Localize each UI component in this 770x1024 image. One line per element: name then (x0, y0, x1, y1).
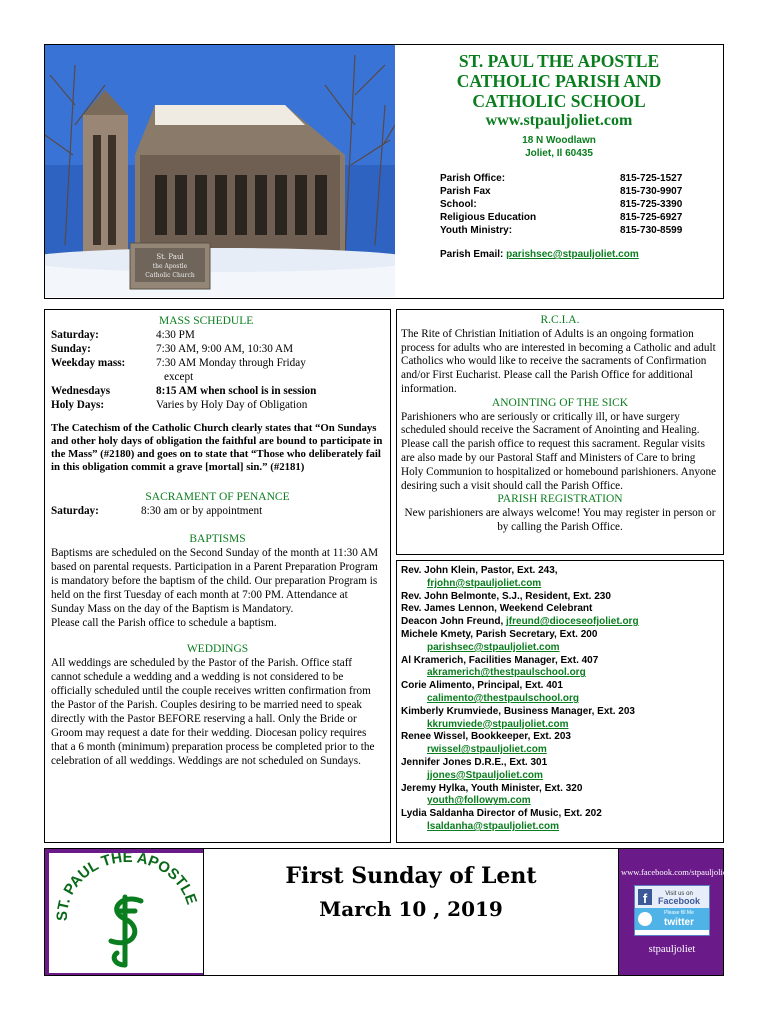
rcia-title: R.C.I.A. (540, 314, 580, 326)
staff-entry: Kimberly Krumviede, Business Manager, Ext. 203 kkrumviede@stpauljoliet.com (401, 706, 719, 732)
phone-row: Religious Education 815-725-6927 (440, 212, 683, 223)
staff-email-link[interactable]: rwissel@stpauljoliet.com (427, 744, 547, 756)
facebook-badge[interactable] (634, 885, 710, 936)
weddings-text: All weddings are scheduled by the Pastor of the Parish. Office staff cannot schedule a wedding and a wedding is not considered to be officially scheduled until the couple receives written confirmation from the Pastor of the Parish. Couples desiring to be married need to speak directly with the Pastor BEFORE reserving a hall. Only the Bride or Groom may request a date for their wedding. Diocesan policy requires that a 6 month (minimum) preparation process be completed prior to the celebration of all weddings. Weddings are not scheduled on Sundays. (51, 657, 375, 767)
staff-email-link[interactable]: youth@followym.com (427, 795, 531, 807)
baptisms-text-2: Please call the Parish office to schedule a baptism. (51, 617, 277, 629)
mass-row: Wednesdays 8:15 AM when school is in session (51, 385, 317, 397)
staff-email-link[interactable]: lsaldanha@stpauljoliet.com (427, 820, 560, 832)
facebook-url[interactable]: www.facebook.com/stpauljoliet (621, 867, 730, 877)
title-line-2: CATHOLIC PARISH AND (456, 71, 662, 91)
svg-text:Visit us on: Visit us on (665, 891, 693, 897)
penance-row: Saturday: 8:30 am or by appointment (51, 505, 263, 517)
staff-entry: Michele Kmety, Parish Secretary, Ext. 200 parishsec@stpauljoliet.com (401, 629, 719, 655)
staff-entry: Rev. John Belmonte, S.J., Resident, Ext. 230 (401, 590, 611, 602)
mass-row: Holy Days: Varies by Holy Day of Obligation (51, 399, 308, 411)
church-photo (45, 45, 395, 297)
registration-text: New parishioners are always welcome! You may register in person or by calling the Parish Office. (404, 507, 716, 533)
staff-email-link[interactable]: frjohn@stpauljoliet.com (427, 577, 542, 589)
baptisms-text: Baptisms are scheduled on the Second Sunday of the month at 11:30 AM based on parental requests. Participation in a Parent Preparation Program is mandatory before the baptism of the child. Our preparation Program is held on the first Tuesday of each month at 7:00 PM. Attendance at Sunday Mass on the day of the Baptism is Mandatory. (51, 547, 379, 615)
right-column-box (396, 309, 724, 555)
title-line-3: CATHOLIC SCHOOL (472, 91, 646, 111)
registration-title: PARISH REGISTRATION (497, 493, 623, 506)
mass-row: Sunday: 7:30 AM, 9:00 AM, 10:30 AM (51, 343, 294, 355)
bulletin-title: First Sunday of Lent (285, 863, 537, 889)
phone-row: Parish Fax 815-730-9907 (440, 186, 683, 197)
anointing-text: Parishioners who are seriously or critically ill, or have surgery scheduled should receive the Sacrament of Anointing and Healing. Please call the parish office to request this sacrament. Regular visits are also made by our Pastoral Staff and Ministers of Care to bring Holy Communion to hospitalized or homebound parishioners. Anyone desiring such a visit should call the Parish Office. (401, 410, 717, 492)
svg-text:Catholic Church: Catholic Church (145, 272, 195, 279)
website-link[interactable]: www.stpauljoliet.com (485, 112, 633, 129)
staff-entry: Corie Alimento, Principal, Ext. 401 calimento@thestpaulschool.org (401, 680, 719, 706)
catechism-quote: The Catechism of the Catholic Church clearly states that “On Sundays and other holy days of obligation the faithful are bound to participate in the Mass” (#2180) and goes on to state that “Those who deliberately fail in this obligation commit a grave [mortal] sin.” (#2181) (51, 422, 383, 473)
staff-entry: Rev. James Lennon, Weekend Celebrant (401, 603, 593, 615)
title-line-1: ST. PAUL THE APOSTLE (458, 51, 660, 71)
parish-email-row (395, 249, 723, 260)
staff-entry: Al Kramerich, Facilities Manager, Ext. 407 akramerich@thestpaulschool.org (401, 655, 719, 681)
staff-entry: Jennifer Jones D.R.E., Ext. 301 jjones@Stpauljoliet.com (401, 757, 719, 783)
penance-title: SACRAMENT OF PENANCE (145, 491, 290, 503)
phone-list (395, 172, 723, 237)
social-handle[interactable]: stpauljoliet (648, 944, 696, 955)
bulletin-title-box (203, 849, 619, 975)
anointing-title: ANOINTING OF THE SICK (491, 396, 629, 409)
staff-email-link[interactable]: kkrumviede@stpauljoliet.com (427, 718, 569, 730)
staff-email-link[interactable]: parishsec@stpauljoliet.com (427, 641, 560, 653)
staff-entry: Deacon John Freund, jfreund@dioceseofjoliet.org (401, 616, 639, 628)
baptisms-title: BAPTISMS (189, 533, 246, 545)
staff-email-link[interactable]: jfreund@dioceseofjoliet.org (506, 616, 639, 628)
bulletin-date: March 10 , 2019 (319, 897, 503, 921)
parish-title (395, 51, 723, 111)
staff-entry: Rev. John Klein, Pastor, Ext. 243, frjohn@stpauljoliet.com (401, 565, 719, 591)
rcia-text: The Rite of Christian Initiation of Adults is an ongoing formation process for adults who are interested in becoming a Catholic and adult Catholics who would like to receive the sacraments of Confirmation and/or First Eucharist. Please call the Parish Office for additional information. (401, 327, 716, 395)
logo-arc-text: ST. PAUL THE APOSTLE (53, 853, 201, 922)
mass-row: Weekday mass: 7:30 AM Monday through Friday (51, 357, 306, 369)
parish-logo (49, 853, 203, 973)
svg-text:Please fill Me: Please fill Me (664, 910, 694, 916)
mass-schedule (51, 328, 384, 412)
parish-logo-image (49, 853, 203, 973)
parish-email-label: Parish Email: (440, 249, 504, 260)
staff-email-link[interactable]: calimento@thestpaulschool.org (427, 692, 579, 704)
staff-entry: Jeremy Hylka, Youth Minister, Ext. 320 youth@followym.com (401, 783, 719, 809)
left-column-box (44, 309, 391, 843)
footer-box (44, 848, 730, 976)
svg-text:f: f (642, 891, 648, 906)
address (395, 134, 723, 160)
svg-text:Facebook: Facebook (657, 896, 701, 906)
photo-sign-text: St. Paul (156, 253, 184, 261)
staff-entry: Lydia Saldanha Director of Music, Ext. 202 lsaldanha@stpauljoliet.com (401, 808, 719, 834)
mass-schedule-title: MASS SCHEDULE (159, 315, 254, 327)
mass-row: except (164, 371, 194, 383)
svg-text:the Apostle: the Apostle (152, 263, 188, 270)
staff-entry: Renee Wissel, Bookkeeper, Ext. 203 rwissel@stpauljoliet.com (401, 731, 719, 757)
staff-directory (396, 560, 724, 843)
social-panel (621, 849, 730, 975)
mass-row: Saturday: 4:30 PM (51, 329, 195, 341)
phone-row: Parish Office: 815-725-1527 (440, 173, 683, 184)
header-box (44, 44, 724, 299)
weddings-title: WEDDINGS (186, 643, 249, 655)
parish-email-link[interactable]: parishsec@stpauljoliet.com (506, 249, 639, 260)
phone-row: School: 815-725-3390 (440, 199, 683, 210)
address-line-1: 18 N Woodlawn (522, 135, 596, 146)
twitter-icon: twitter (664, 917, 694, 928)
phone-row: Youth Ministry: 815-730-8599 (440, 225, 683, 236)
header-info (395, 45, 723, 297)
staff-email-link[interactable]: akramerich@thestpaulschool.org (427, 667, 586, 679)
facebook-icon (635, 886, 709, 930)
staff-email-link[interactable]: jjones@Stpauljoliet.com (427, 769, 543, 781)
church-photo-image (45, 45, 395, 297)
address-line-2: Joliet, Il 60435 (525, 148, 593, 159)
